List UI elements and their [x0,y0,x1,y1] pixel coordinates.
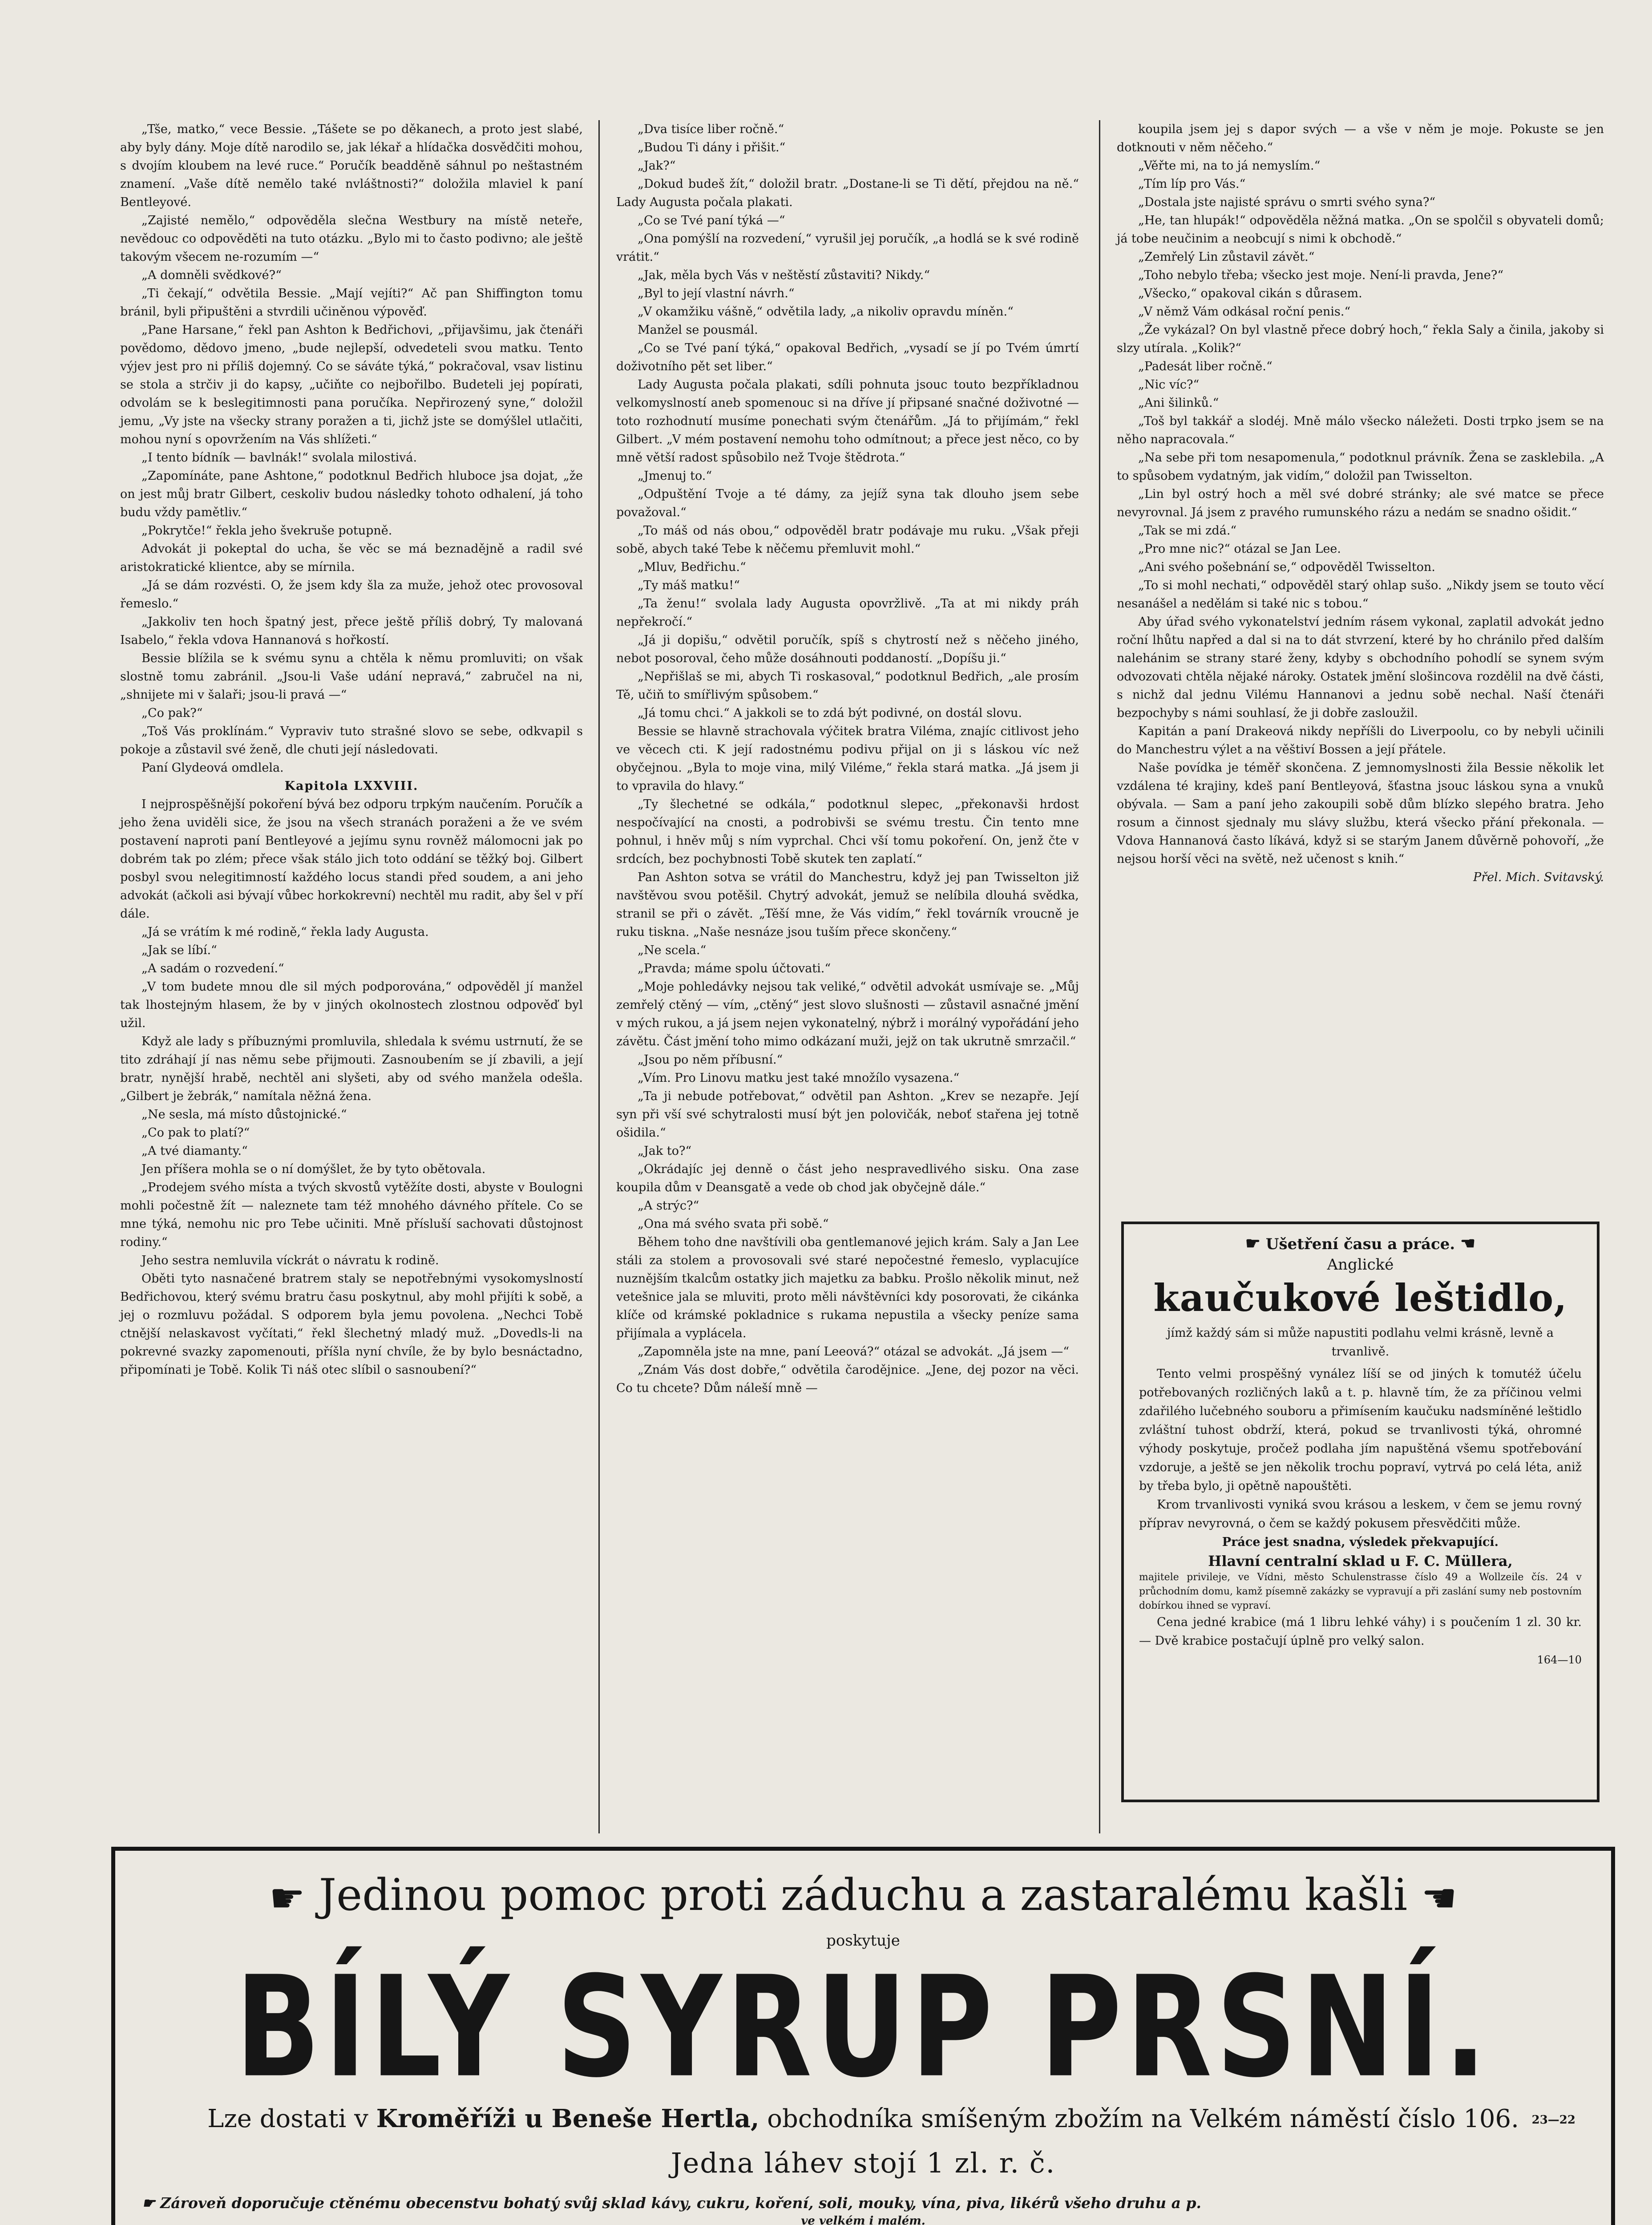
article-paragraph: „Všecko,“ opakoval cikán s důrasem. [1138,287,1362,300]
article-paragraph: „Co se Tvé paní týká,“ opakoval Bedřich, „vysadí se jí po Tvém úmrtí doživotního pět set liber.“ [616,341,1079,373]
article-paragraph: „Ta ji nebude potřebovat,“ odvětil pan Ashton. „Krev se nezapře. Její syn při vší své schytralosti musí být jen polovičák, neboť stařena jej totně ošidila.“ [616,1089,1079,1140]
ad-body: Tento velmi prospěšný vynález líší se od jiných k tomutéž účelu potřebovaných rozličných laků a t. p. hlavně tím, že za příčinou velmi zdařilého lučebného souboru a přimísením kaučuku nadsmíněné leštidlo zvláštní tuhost obdrží, která, pokud se trvanlivosti týká, ohromné výhody poskytuje, pročež podlaha jím napuštěná všemu spotřebování vzdoruje, a ještě se jen několik trochu popraví, vytrvá po celá léta, aniž by třeba bylo, ji opětně napouštěti. [1139,1367,1582,1493]
syrup-price: Jedna láhev stojí 1 zl. r. č. [670,2146,1056,2179]
article-paragraph: „Tak se mi zdá.“ [1138,524,1237,538]
article-paragraph: „Ani šilinků.“ [1138,396,1219,410]
article-paragraph: „Pokrytče!“ řekla jeho švekruše potupně. [141,524,392,538]
article-paragraph: „Zajisté nemělo,“ odpověděla slečna Westbury na místě neteře, nevědouc co odpověděti na tuto otázku. „Bylo mi to často podivno; ale ještě takovým všecem ne-rozumím —“ [120,214,583,264]
article-paragraph: „He, tan hlupák!“ odpověděla něžná matka. „On se spolčil s obyvateli domů; já tobe neučinim a neobcují s nimi k obchodě.“ [1117,214,1604,246]
article-paragraph: „Já se vrátím k mé rodině,“ řekla lady Augusta. [141,925,429,939]
pointing-hand-icon: ☛ [1245,1233,1260,1253]
article-paragraph: „Ne scela.“ [638,943,707,957]
article-paragraph: „Jakkoliv ten hoch špatný jest, přece ještě příliš dobrý, Ty malovaná Isabelo,“ řekla vdova Hannanová s hořkostí. [120,615,583,647]
ad-slogan: Práce jest snadna, výsledek překvapující. [1222,1535,1499,1549]
column-divider [598,120,600,1833]
article-paragraph: „To si mohl nechati,“ odpověděl starý ohlap sušo. „Nikdy jsem se touto věcí nesanášel a nedělám si také nic s tobou.“ [1117,578,1604,611]
article-paragraph: „Věřte mi, na to já nemyslím.“ [1138,159,1321,173]
article-paragraph: „Já ji dopišu,“ odvětil poručík, spíš s chytrostí než s něčeho jiného, nebot posoroval, čeho může dosáhnouti poddaností. „Dopíšu ji.“ [616,633,1079,665]
article-paragraph: Pan Ashton sotva se vrátil do Manchestru, když jej pan Twisselton již navštěvou svou potěšil. Chytrý advokát, jemuž se nelíbila dlouhá svědka, stranil se při o závět. „Těší mne, že Vás vidím,“ řekl továrník vroucně je ruku tiskna. „Naše nesnáze jsou tuším přece skončeny.“ [616,870,1079,939]
syrup-where-pre: Lze dostati v [207,2104,368,2133]
syrup-code: 23—22 [1531,2113,1575,2127]
article-paragraph: Kapitán a paní Drakeová nikdy nepříšli do Liverpoolu, co by nebyli učinili do Manchestru výlet a na věštiví Bossen a její přátele. [1117,724,1604,756]
article-paragraph: Aby úřad svého vykonatelství jedním rásem vykonal, zaplatil advokát jedno roční lhůtu napřed a dal si na to dát stvrzení, které by ho chránilo před dalším nalehánim se strany staré ženy, kdyby s obchodního pohodlí se synem svým odvozovati chtěla nějaké nároky. Ostatek jmění slošincova rozdělil na dvě části, s nichž dal jednu Vilému Hannanovi a jednu sobě nechal. Naší čtenáři bezpochyby s námi souhlasí, že ji dobře zasloužil. [1117,615,1604,720]
article-paragraph: „Vím. Pro Linovu matku jest také množílo vysazena.“ [638,1071,960,1085]
article-paragraph: „Že vykázal? On byl vlastně přece dobrý hoch,“ řekla Saly a činila, jakoby si slzy utírala. „Kolik?“ [1117,323,1604,355]
column-divider [1099,120,1100,1833]
article-paragraph: „Ti čekají,“ odvětila Bessie. „Mají vejíti?“ Ač pan Shiffington tomu bránil, byli připuštěni a stvrdili učiněnou výpověď. [120,287,583,319]
ad-body-2: Krom trvanlivosti vyniká svou krásou a leskem, v čem se jemu rovný příprav nevyrovná, o čem se každý pokusem přesvědčiti může. [1139,1498,1582,1530]
polish-advertisement [1121,1222,1599,1802]
article-paragraph: „Zemřelý Lin zůstavil závět.“ [1138,250,1315,264]
article-paragraph: „Okrádajíc jej denně o část jeho nespravedlivého sisku. Ona zase koupila dům v Deansgatě a vede ob chod jak obyčejně dále.“ [616,1162,1079,1194]
article-paragraph: „Znám Vás dost dobře,“ odvětila čarodějnice. „Jene, dej pozor na věci. Co tu chcete? Dům náleší mně — [616,1363,1079,1395]
syrup-also-text: Zároveň doporučuje ctěnému obecenstvu bohatý svůj sklad kávy, cukru, koření, soli, mouky, vína, piva, likérů všeho druhu a p. [160,2194,1202,2212]
ad-warehouse: Hlavní centralní sklad u F. C. Müllera, [1208,1553,1513,1570]
article-paragraph: „Ty máš matku!“ [638,578,740,592]
article-paragraph: „Toho nebylo třeba; všecko jest moje. Není-li pravda, Jene?“ [1138,268,1504,282]
article-paragraph: „Nic víc?“ [1138,378,1200,392]
ad-header [1139,1234,1582,1254]
article-paragraph: „A tvé diamanty.“ [141,1144,248,1158]
article-paragraph: „Ona má svého svata při sobě.“ [638,1217,829,1231]
article-paragraph: „Toš byl takkář a slodéj. Mně málo všecko náležeti. Dosti trpko jsem se na něho napracovala.“ [1117,414,1604,446]
column-2 [616,120,1079,1397]
article-paragraph: Oběti tyto nasnačené bratrem staly se nepotřebnými vysokomyslností Bedřichovou, který svému bratru času poskytnul, aby mohl přijíti k sobě, a jej o rozmluvu požádal. S odporem byla jemu povolena. „Nechci Tobě ctnější nelaskavost vyčítati,“ řekl šlechetný mladý muž. „Dovedls-li na pokrevné svazky zapomenouti, příšla nyní chvíle, že by bylo besnáctadno, připomínati je Tobě. Kolik Ti náš otec slíbil o sasnoubení?“ [120,1272,583,1377]
article-paragraph: Paní Glydeová omdlela. [141,761,284,775]
article-paragraph: „To máš od nás obou,“ odpověděl bratr podávaje mu ruku. „Však přeji sobě, abych také Tebe k něčemu přemluvit mohl.“ [616,524,1079,556]
syrup-where-post: obchodníka smíšeným zbožím na Velkém náměstí číslo 106. [767,2104,1519,2133]
syrup-also [142,2192,1584,2214]
article-paragraph: koupila jsem jej s dapor svých — a vše v něm je moje. Pokuste se jen dotknouti v něm něčeho.“ [1117,122,1604,154]
chapter-heading: Kapitola LXXVIII. [284,779,419,793]
ad-intro: jímž každý sám si může napustiti podlahu velmi krásně, levně a trvanlivě. [1167,1326,1554,1359]
article-paragraph: „Moje pohledávky nejsou tak veliké,“ odvětil advokát usmívaje se. „Můj zemřelý ctěný — vím, „ctěný“ jest slovo slušnosti — zůstavil asnačné jmění v mých rukou, a já jsem nejen vykonatelný, nýbrž i morálný vypořádání jeho závětu. Část jmění toho mimo odkázaní muži, jejž on tak ukrutně smrzačil.“ [616,980,1079,1048]
article-paragraph: „Budou Ti dány i přišit.“ [638,141,786,154]
article-paragraph: Advokát ji pokeptal do ucha, še věc se má beznadějně a radil své aristokratické klientce, aby se mírnila. [120,542,583,574]
ad-title: kaučukové leštidlo, [1153,1276,1567,1320]
article-paragraph: „Ani svého pošebnání se,“ odpověděl Twisselton. [1138,560,1435,574]
article-paragraph: „Pravda; máme spolu účtovati.“ [638,962,831,975]
article-paragraph: „I tento bídník — bavlnák!“ svolala milostivá. [141,451,417,465]
article-paragraph: „Padesát liber ročně.“ [1138,360,1272,373]
article-paragraph: „Byl to její vlastní návrh.“ [638,287,795,300]
article-paragraph: „Jak, měla bych Vás v neštěstí zůstaviti? Nikdy.“ [638,268,930,282]
pointing-hand-icon: ☚ [1460,1233,1476,1253]
article-paragraph: „A sadám o rozvedení.“ [141,962,284,975]
article-paragraph: „Jak?“ [638,159,676,173]
article-paragraph: „Lin byl ostrý hoch a měl své dobré stránky; ale své matce se přece nevyrovnal. Já jsem z pravého rumunského rázu a nedám se snadno ošidit.“ [1117,487,1604,519]
syrup-where-place: Kroměříži u Beneše Hertla, [376,2104,759,2133]
article-paragraph: „Pro mne nic?“ otázal se Jan Lee. [1138,542,1341,556]
article-paragraph: Během toho dne navštívili oba gentlemanové jejich krám. Saly a Jan Lee stáli za stolem a provosovali své staré nepočestné řemeslo, vyplacujíce nuznějším tkalcům ostatky jich majetku za babku. Prošlo několik minut, než vetešnice jala se mluviti, proto měli návštěvníci kdy posorovati, že cikánka klíče od krámské pokladnice s rukama nepustila a všecky peníze sama přijímala a vyplácela. [616,1235,1079,1340]
article-paragraph: „Já tomu chci.“ A jakkoli se to zdá být podivné, on dostál slovu. [638,706,1022,720]
article-paragraph: „Jmenuj to.“ [638,469,712,483]
article-paragraph: Bessie blížila se k svému synu a chtěla k němu promluviti; on však slostně tomu zabránil. „Jsou-li Vaše udání nepravá,“ zabručel na ni, „shnijete mi v šalaři; jsou-li pravá —“ [120,651,583,702]
ad-price: Cena jedné krabice (má 1 libru lehké váhy) i s poučením 1 zl. 30 kr. — Dvě krabice postačují úplně pro velký salon. [1139,1615,1582,1648]
article-paragraph: „Jak to?“ [638,1144,692,1158]
article-paragraph: Manžel se pousmál. [638,323,758,337]
article-paragraph: „Dva tisíce liber ročně.“ [638,122,784,136]
article-paragraph: „Zapomněla jste na mne, paní Leeová?“ otázal se advokát. „Já jsem —“ [638,1345,1070,1359]
article-paragraph: „Já se dám rozvésti. O, že jsem kdy šla za muže, jehož otec provosoval řemeslo.“ [120,578,583,611]
article-paragraph: Jeho sestra nemluvila víckrát o návratu k rodině. [141,1254,439,1267]
article-paragraph: „Tše, matko,“ vece Bessie. „Tášete se po děkanech, a proto jest slabé, aby byly dány. Moje dítě narodilo se, jak lékař a hlídačka dosvědčiti mohou, s dvojím kloubem na levé ruce.“ Poručík beadděně sáhnul po neštastném znamení. „Vaše dítě nemělo také nvláštnosti?“ doložila mlaviel k paní Bentleyové. [120,122,583,209]
article-paragraph: „V tom budete mnou dle sil mých podporována,“ odpověděl jí manžel tak lhostejným hlasem, že by v jiných okolnostech zlostnou odpověď byl užil. [120,980,583,1030]
article-paragraph: „Dokud budeš žít,“ doložil bratr. „Dostane-li se Ti dětí, přejdou na ně.“ Lady Augusta počala plakati. [616,177,1079,209]
column-1 [120,120,583,1379]
article-paragraph: Jen příšera mohla se o ní domýšlet, že by tyto obětovala. [141,1162,486,1176]
ad-code: 164—10 [1537,1654,1582,1666]
article-paragraph: „Ne sesla, má místo důstojnické.“ [141,1108,347,1121]
article-paragraph: Naše povídka je téměř skončena. Z jemnomyslnosti žila Bessie několik let vzdálena té krajiny, kdeš paní Bentleyová, šťastna jsouc láskou syna a vnuků obývala. — Sam a paní jeho zakoupili sobě dům blízko slepého bratra. Jeho rosum a činnost sjednaly mu slávy službu, která všecko přání překonala. — Vdova Hannanová často líkává, když si se starým Janem důvěrně pohovoří, „že nejsou horší věci na světě, než učenost s knih.“ [1117,761,1604,866]
column-3 [1117,120,1604,886]
article-paragraph: „A strýc?“ [638,1199,699,1213]
syrup-headline-text: Jedinou pomoc proti záduchu a zastaralému kašli [319,1870,1408,1921]
pointing-hand-icon: ☛ [142,2194,161,2212]
article-paragraph: „V okamžiku vášně,“ odvětila lady, „a nikoliv opravdu míněn.“ [638,305,1014,319]
article-paragraph: „Odpuštění Tvoje a té dámy, za jejíž syna tak dlouho jsem sebe považoval.“ [616,487,1079,519]
syrup-provides: poskytuje [826,1931,900,1950]
article-paragraph: „Mluv, Bedřichu.“ [638,560,746,574]
pointing-hand-icon: ☚ [1421,1875,1458,1922]
article-paragraph: „Ona pomýšlí na rozvedení,“ vyrušil jej poručík, „a hodlá se k své rodině vrátit.“ [616,232,1079,264]
ad-warehouse-detail: majitele privileje, ve Vídni, město Schulenstrasse číslo 49 a Wollzeile čís. 24 v průchodním domu, kamž písemně zakázky se vypravují a při zaslání sumy neb postovním dobírkou ihned se vypraví. [1139,1572,1582,1611]
article-paragraph: „Ty šlechetné se odkála,“ podotknul slepec, „překonavši hrdost nespočívající na cnosti, a podrobivši se svému trestu. Čin tento mne pohnul, i hněv můj s ním vyprchal. Chci vší tomu pokoření. On, jenž čte v srdcích, bez pochybnosti Tobě skutek ten zaplatí.“ [616,797,1079,866]
article-paragraph: „Toš Vás proklínám.“ Vypraviv tuto strašné slovo se sebe, odkvapil s pokoje a zůstavil své ženě, dle chuti její následovati. [120,724,583,756]
article-paragraph: „Ta ženu!“ svolala lady Augusta opovržlivě. „Ta at mi nikdy práh nepřekročí.“ [616,597,1079,629]
article-paragraph: „V němž Vám odkásal roční penis.“ [1138,305,1351,319]
article-paragraph: „Tím líp pro Vás.“ [1138,177,1246,191]
article-paragraph: „Dostala jste najisté správu o smrti svého syna?“ [1138,195,1436,209]
article-paragraph: „Zapomínáte, pane Ashtone,“ podotknul Bedřich hluboce jsa dojat, „že on jest můj bratr Gilbert, ceskoliv budou následky tohoto odhalení, já toho budu vždy pamětliv.“ [120,469,583,519]
syrup-headline [142,1869,1584,1926]
syrup-advertisement [111,1847,1615,2225]
article-paragraph: „Co se Tvé paní týká —“ [638,214,785,227]
translator-signature: Přel. Mich. Svitavský. [1473,870,1604,884]
article-paragraph: „A domněli svědkové?“ [141,268,282,282]
article-paragraph: Když ale lady s příbuznými promluvila, shledala k svému ustrnutí, že se tito zdráhají jí nas němu sebe přijmouti. Zasnoubením se jí zbavili, a její bratr, nynější hrabě, nechtěl ani slyšeti, aby od svého manžela odešla. „Gilbert je žebrák,“ namítala něžná žena. [120,1035,583,1103]
article-paragraph: „Prodejem svého místa a tvých skvostů vytěžíte dosti, abyste v Boulogni mohli počestně žít — naleznete tam též mnohého dávného přítele. Co se mne týká, nemohu nic pro Tebe učiniti. Mně přísluší sachovati důstojnost rodiny.“ [120,1181,583,1249]
article-paragraph: „Co pak?“ [141,706,203,720]
article-paragraph: Bessie se hlavně strachovala výčitek bratra Viléma, znajíc citlivost jeho ve věcech cti. K její radostnému podivu přijal on ji s láskou víc než obyčejnou. „Byla to moje vina, milý Viléme,“ řekla stará matka. „Já jsem ji to vpravila do hlavy.“ [616,724,1079,793]
article-paragraph: „Co pak to platí?“ [141,1126,250,1140]
article-paragraph: „Na sebe při tom nesapomenula,“ podotknul právník. Žena se zasklebila. „A to spůsobem vydatným, jak vidím,“ doložil pan Twisselton. [1117,451,1604,483]
syrup-title: BÍLÝ SYRUP PRSNÍ. [235,1946,1491,2108]
ad-header-text: Ušetření času a práce. [1265,1235,1455,1253]
article-paragraph: „Jsou po něm příbusní.“ [638,1053,783,1067]
article-paragraph: I nejprospěšnější pokoření bývá bez odporu trpkým naučením. Poručík a jeho žena uviděli sice, že jsou na všech stranách poraženi a že ve svém postavení naproti paní Bentleyové a jejímu synu rovněž málomocni jak po dobrém tak po zlém; přece však stálo jich toto oddání se těžký boj. Gilbert posbyl svou nelegitimností každého locus standi před soudem, a ani jeho advokát (ačkoli asi bývají vůbec horkokrevní) nechtěl mu radit, aby šel v pří dále. [120,797,583,921]
article-paragraph: „Jak se líbí.“ [141,943,217,957]
article-paragraph: „Nepřišlaš se mi, abych Ti roskasoval,“ podotknul Bedřich, „ale prosím Tě, učiň to smířlivým spůsobem.“ [616,670,1079,702]
pointing-hand-icon: ☛ [269,1875,305,1922]
article-paragraph: Lady Augusta počala plakati, sdíli pohnuta jsouc touto bezpříkladnou velkomyslností aneb spomenouc si na dříve jí připsané snačné doživotné — toto rozhodnutí musíme ponechati svým čtenářům. „Já to přijímám,“ řekl Gilbert. „V mém postavení nemohu toho odmítnout; a přece jest něco, co by mně větší radost spůsobilo než Tvoje štědrota.“ [616,378,1079,465]
article-paragraph: „Pane Harsane,“ řekl pan Ashton k Bedřichovi, „přijavšimu, jak čtenáři povědomo, dědovo jmeno, „bude nejlepší, odvedeteli svou matku. Tento výjev jest pro ni příliš dojemný. Co se sáváte týká,“ pokračoval, vsav listinu se stola a strčiv ji do kapsy, „učiňte co nejbořilbo. Budeteli jej popírati, odvolám se k beslegitimnosti pana poručíka. Nepřirozený syne,“ doložil jemu, „Vy jste na všecky strany poražen a ti, jichž jste se domýšlel utlačiti, mohou nyní s opovržením na Vás shlížeti.“ [120,323,583,446]
syrup-also-end: ve velkém i malém. [801,2214,925,2225]
ad-subheader: Anglické [1327,1256,1394,1274]
